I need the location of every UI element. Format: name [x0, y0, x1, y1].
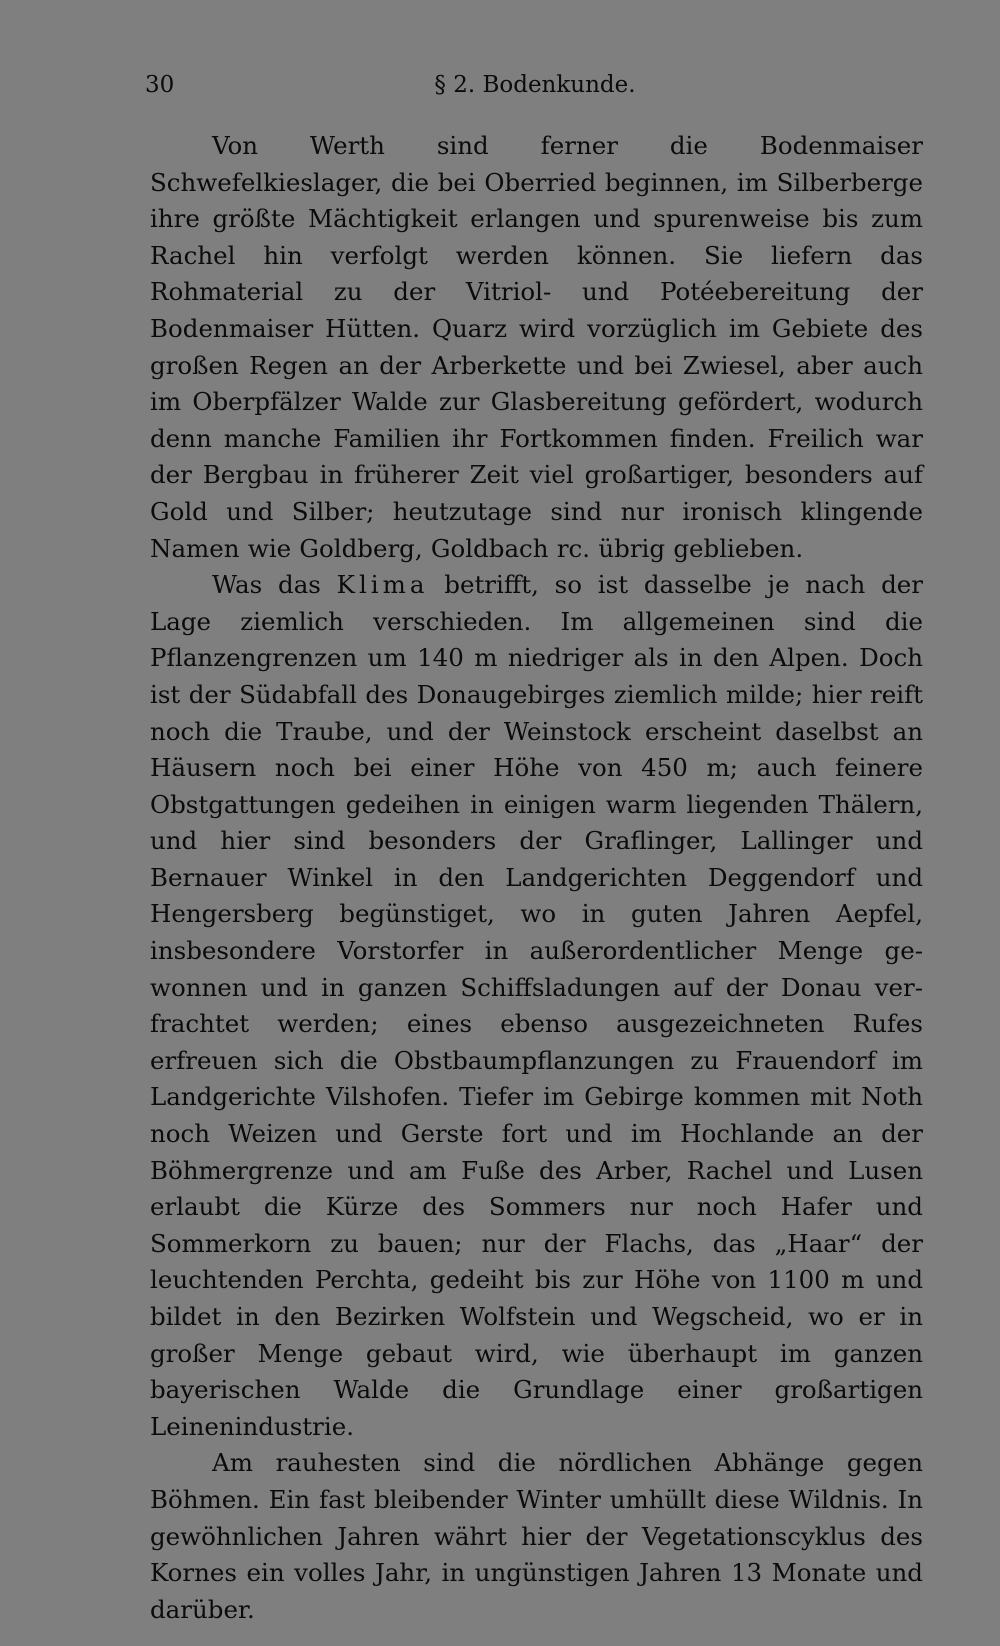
- running-title: § 2. Bodenkunde.: [434, 72, 636, 98]
- body-text: [150, 128, 923, 1628]
- paragraph-text: Von Werth sind ferner die Bodenmaiser Schwefelkieslager, die bei Oberried beginnen, im Silberberge ihre größte Mächtigkeit erlangen und spurenweise bis zum Rachel hin verfolgt werden können. Sie liefern das Rohmaterial zu der Vitriol- und Potéebereitung der Bodenmaiser Hütten. Quarz wird vorzüglich im Gebiete des großen Regen an der Arberkette und bei Zwiesel, aber auch im Oberpfälzer Walde zur Glasbereitung gefördert, wodurch denn manche Familien ihr Fortkommen finden. Freilich war der Bergbau in früherer Zeit viel großartiger, besonders auf Gold und Silber; heutzutage sind nur ironisch klingende Namen wie Goldberg, Goldbach rc. übrig geblieben.: [150, 131, 923, 563]
- page-number: 30: [145, 72, 175, 98]
- page-header: [145, 72, 925, 108]
- paragraph-north-slopes: [150, 1445, 923, 1628]
- paragraph-text: Am rauhesten sind die nördlichen Abhänge gegen Böhmen. Ein fast bleibender Winter umhüllt diese Wildnis. In gewöhnlichen Jahren währt hier der Vegetationscyklus des Kornes ein volles Jahr, in ungünstigen Jahren 13 Monate und darüber.: [150, 1448, 923, 1624]
- paragraph-text: betrifft, so ist dasselbe je nach der Lage ziemlich verschieden. Im allgemeinen sind die Pflanzengrenzen um 140 m niedriger als in den Alpen. Doch ist der Südabfall des Donaugebirges ziemlich milde; hier reift noch die Traube, und der Weinstock erscheint daselbst an Häusern noch bei einer Höhe von 450 m; auch feinere Obstgattungen gedeihen in einigen warm liegenden Thälern, und hier sind besonders der Graflinger, Lallinger und Bernauer Winkel in den Landgerichten Deggendorf und Hengersberg begünstiget, wo in guten Jahren Aepfel, insbesondere Vorstorfer in außerordentlicher Menge gewonnen und in ganzen Schiffsladungen auf der Donau verfrachtet werden; eines ebenso ausgezeichneten Rufes erfreuen sich die Obstbaumpflanzungen zu Frauendorf im Landgerichte Vilshofen. Tiefer im Gebirge kommen mit Noth noch Weizen und Gerste fort und im Hochlande an der Böhmergrenze und am Fuße des Arber, Rachel und Lusen erlaubt die Kürze des Sommers nur noch Hafer und Sommerkorn zu bauen; nur der Flachs, das „Haar“ der leuchtenden Perchta, gedeiht bis zur Höhe von 1100 m und bildet in den Bezirken Wolfstein und Wegscheid, wo er in großer Menge gebaut wird, wie überhaupt im ganzen bayerischen Walde die Grundlage einer großartigen Leinenindustrie.: [150, 570, 923, 1441]
- paragraph-lead: Was das: [212, 570, 321, 600]
- paragraph-climate: [150, 567, 923, 1445]
- term-klima: Klima: [336, 570, 429, 600]
- paragraph-mining: [150, 128, 923, 567]
